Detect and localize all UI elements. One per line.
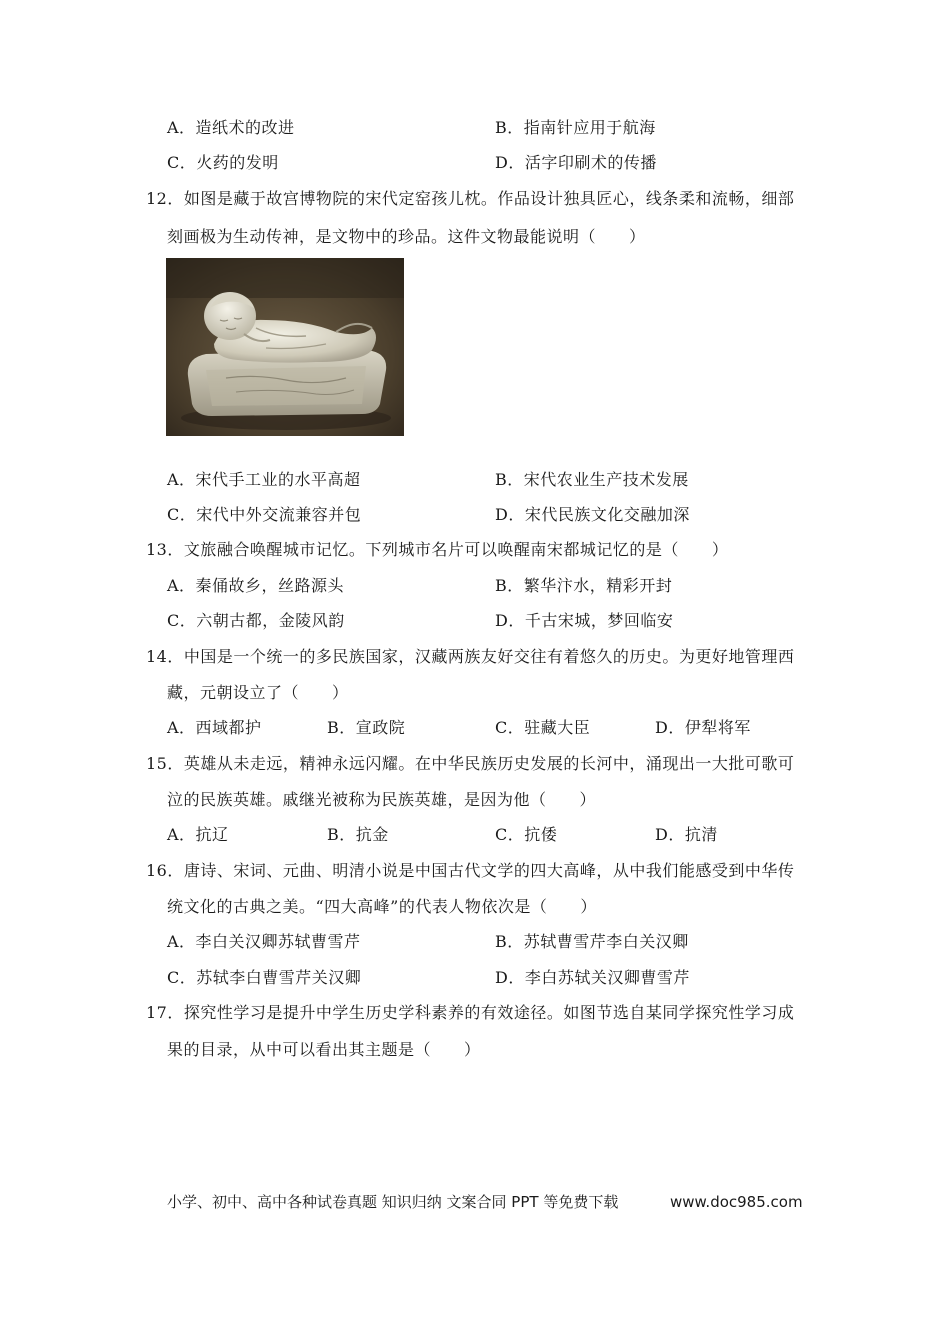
q12-stem-line2: 刻画极为生动传神，是文物中的珍品。这件文物最能说明（ ）: [167, 227, 646, 246]
q12-option-c: C．宋代中外交流兼容并包: [167, 505, 362, 524]
q15-option-d: D．抗清: [655, 825, 718, 844]
q17-stem-line1: 17．探究性学习是提升中学生历史学科素养的有效途径。如图节选自某同学探究性学习成: [146, 1003, 795, 1022]
q13-stem-line1: 13．文旅融合唤醒城市记忆。下列城市名片可以唤醒南宋都城记忆的是（ ）: [146, 540, 729, 559]
q12-stem-line1: 12．如图是藏于故宫博物院的宋代定窑孩儿枕。作品设计独具匠心，线条柔和流畅，细部: [146, 189, 795, 208]
q16-option-b: B．苏轼曹雪芹李白关汉卿: [495, 932, 689, 951]
q12-option-b: B．宋代农业生产技术发展: [495, 470, 689, 489]
q11-option-b: B．指南针应用于航海: [495, 118, 656, 137]
q15-option-c: C．抗倭: [495, 825, 558, 844]
q16-stem-line2: 统文化的古典之美。“四大高峰”的代表人物依次是（ ）: [167, 897, 597, 916]
q14-stem-line1: 14．中国是一个统一的多民族国家，汉藏两族友好交往有着悠久的历史。为更好地管理西: [146, 647, 795, 666]
q15-stem-line2: 泣的民族英雄。戚继光被称为民族英雄，是因为他（ ）: [167, 790, 597, 809]
q11-option-d: D．活字印刷术的传播: [495, 153, 657, 172]
q13-option-c: C．六朝古都，金陵风韵: [167, 611, 345, 630]
q15-option-a: A．抗辽: [167, 825, 229, 844]
footer-site-link[interactable]: www.doc985.com: [670, 1193, 803, 1211]
q16-option-c: C．苏轼李白曹雪芹关汉卿: [167, 968, 362, 987]
q12-option-a: A．宋代手工业的水平高超: [167, 470, 361, 489]
song-ding-kiln-child-pillow-photo: [166, 258, 404, 436]
q12-option-d: D．宋代民族文化交融加深: [495, 505, 690, 524]
q11-option-c: C．火药的发明: [167, 153, 279, 172]
q15-option-b: B．抗金: [327, 825, 389, 844]
q16-option-a: A．李白关汉卿苏轼曹雪芹: [167, 932, 361, 951]
q14-option-d: D．伊犁将军: [655, 718, 751, 737]
q16-option-d: D．李白苏轼关汉卿曹雪芹: [495, 968, 690, 987]
q16-stem-line1: 16．唐诗、宋词、元曲、明清小说是中国古代文学的四大高峰，从中我们能感受到中华传: [146, 861, 795, 880]
q11-option-a: A．造纸术的改进: [167, 118, 295, 137]
page-footer: [167, 1192, 803, 1212]
footer-text: 小学、初中、高中各种试卷真题 知识归纳 文案合同 PPT 等免费下载: [167, 1193, 619, 1211]
q13-option-b: B．繁华汴水，精彩开封: [495, 576, 673, 595]
q13-option-d: D．千古宋城，梦回临安: [495, 611, 674, 630]
q13-option-a: A．秦俑故乡，丝路源头: [167, 576, 345, 595]
q15-stem-line1: 15．英雄从未走远，精神永远闪耀。在中华民族历史发展的长河中，涌现出一大批可歌可: [146, 754, 795, 773]
q14-option-c: C．驻藏大臣: [495, 718, 591, 737]
q14-option-b: B．宣政院: [327, 718, 406, 737]
q17-stem-line2: 果的目录，从中可以看出其主题是（ ）: [167, 1040, 481, 1059]
q14-option-a: A．西域都护: [167, 718, 262, 737]
q14-stem-line2: 藏，元朝设立了（ ）: [167, 683, 349, 702]
